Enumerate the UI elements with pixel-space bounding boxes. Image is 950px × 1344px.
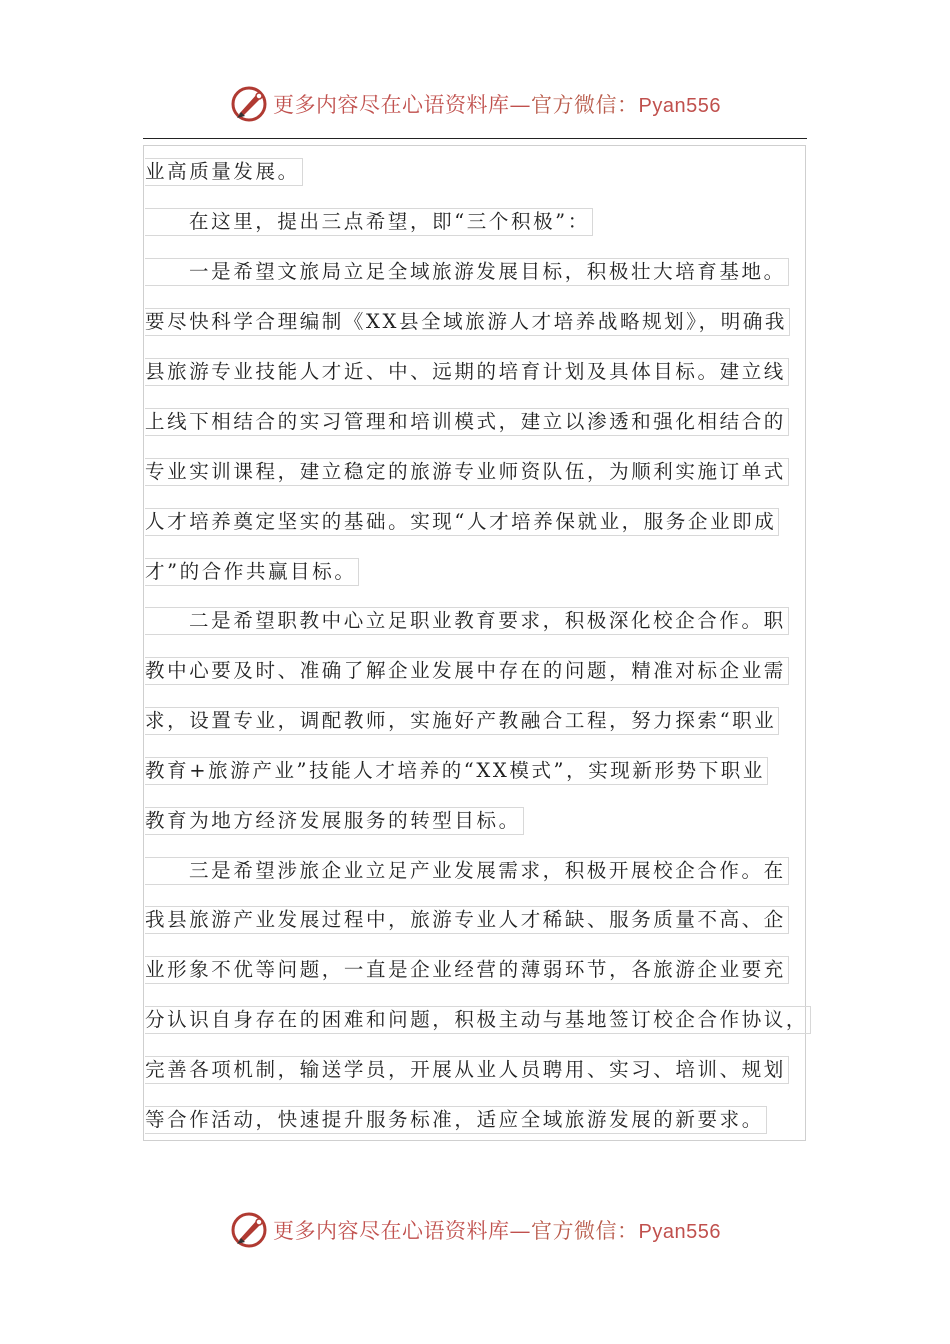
text-line: 三是希望涉旅企业立足产业发展需求，积极开展校企合作。在 — [145, 857, 789, 885]
header-text: 更多内容尽在心语资料库—官方微信：Pyan556 — [273, 93, 721, 117]
text-line: 分认识自身存在的困难和问题，积极主动与基地签订校企合作协议， — [145, 1006, 811, 1034]
header-banner — [0, 82, 950, 126]
text-line: 完善各项机制，输送学员，开展从业人员聘用、实习、培训、规划 — [145, 1056, 789, 1084]
text-line: 二是希望职教中心立足职业教育要求，积极深化校企合作。职 — [145, 607, 789, 635]
text-line: 人才培养奠定坚实的基础。实现“人才培养保就业，服务企业即成 — [145, 508, 779, 536]
footer-text: 更多内容尽在心语资料库—官方微信：Pyan556 — [273, 1219, 721, 1243]
text-line: 我县旅游产业发展过程中，旅游专业人才稀缺、服务质量不高、企 — [145, 906, 789, 934]
pen-logo-icon — [229, 84, 269, 124]
text-line: 一是希望文旅局立足全域旅游发展目标，积极壮大培育基地。 — [145, 258, 789, 286]
pen-logo-icon — [229, 1210, 269, 1250]
header-rule — [143, 138, 807, 139]
text-line: 业高质量发展。 — [145, 158, 303, 186]
footer-banner — [0, 1208, 950, 1252]
text-line: 等合作活动，快速提升服务标准，适应全域旅游发展的新要求。 — [145, 1106, 767, 1134]
text-line: 业形象不优等问题，一直是企业经营的薄弱环节，各旅游企业要充 — [145, 956, 789, 984]
text-line: 才”的合作共赢目标。 — [145, 558, 359, 586]
text-line: 教育+旅游产业”技能人才培养的“XX模式”，实现新形势下职业 — [145, 757, 768, 785]
text-line: 教中心要及时、准确了解企业发展中存在的问题，精准对标企业需 — [145, 657, 789, 685]
text-line: 求，设置专业，调配教师，实施好产教融合工程，努力探索“职业 — [145, 707, 779, 735]
text-line: 县旅游专业技能人才近、中、远期的培育计划及具体目标。建立线 — [145, 358, 789, 386]
text-line: 上线下相结合的实习管理和培训模式，建立以渗透和强化相结合的 — [145, 408, 789, 436]
content-frame — [143, 145, 806, 1141]
text-line: 教育为地方经济发展服务的转型目标。 — [145, 807, 524, 835]
text-line: 专业实训课程，建立稳定的旅游专业师资队伍，为顺利实施订单式 — [145, 458, 789, 486]
text-line: 要尽快科学合理编制《XX县全域旅游人才培养战略规划》，明确我 — [145, 308, 790, 336]
text-line: 在这里，提出三点希望，即“三个积极”： — [145, 208, 593, 236]
